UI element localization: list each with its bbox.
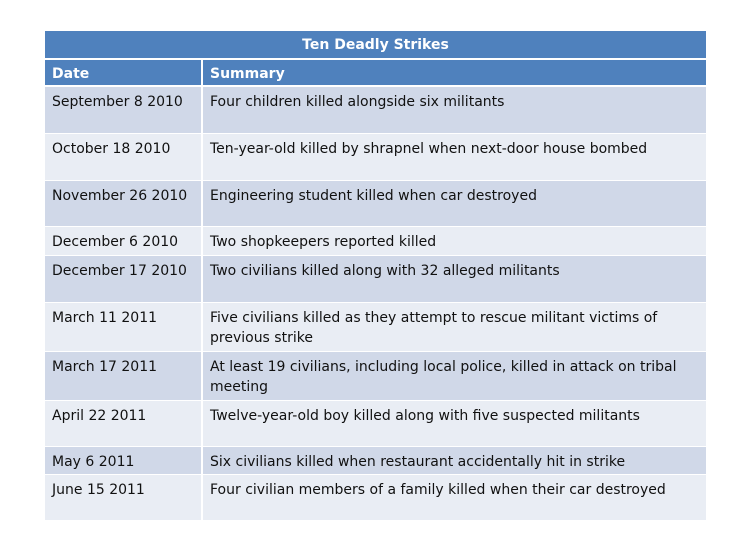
table-row <box>45 401 706 447</box>
row-date: April 22 2011 <box>45 401 203 446</box>
table-row <box>45 303 706 352</box>
table-row <box>45 475 706 521</box>
row-date: March 11 2011 <box>45 303 203 351</box>
row-summary: Four children killed alongside six militants <box>210 94 505 110</box>
table-header-row <box>45 60 706 87</box>
row-date: October 18 2010 <box>45 134 203 180</box>
table-row <box>45 181 706 227</box>
table-row <box>45 134 706 181</box>
row-summary: Engineering student killed when car destroyed <box>210 188 537 204</box>
row-summary: Five civilians killed as they attempt to rescue militant victims of previous strike <box>210 310 658 346</box>
row-summary: Two shopkeepers reported killed <box>210 234 437 250</box>
table-row <box>45 447 706 475</box>
strikes-table <box>45 31 706 521</box>
table-row <box>45 227 706 256</box>
row-date: December 17 2010 <box>45 256 203 302</box>
row-summary: Twelve-year-old boy killed along with five suspected militants <box>210 408 640 424</box>
table-row <box>45 352 706 401</box>
row-summary: At least 19 civilians, including local police, killed in attack on tribal meeting <box>210 359 677 395</box>
header-summary: Summary <box>210 66 285 82</box>
table-row <box>45 87 706 134</box>
row-summary: Six civilians killed when restaurant accidentally hit in strike <box>210 454 626 470</box>
row-date: December 6 2010 <box>45 227 203 255</box>
header-date: Date <box>45 60 203 85</box>
row-date: May 6 2011 <box>45 447 203 474</box>
table-row <box>45 256 706 303</box>
row-summary: Four civilian members of a family killed when their car destroyed <box>210 482 666 498</box>
row-date: June 15 2011 <box>45 475 203 520</box>
row-date: March 17 2011 <box>45 352 203 400</box>
row-date: September 8 2010 <box>45 87 203 133</box>
table-title: Ten Deadly Strikes <box>45 31 706 60</box>
row-summary: Two civilians killed along with 32 alleged militants <box>210 263 560 279</box>
row-summary: Ten-year-old killed by shrapnel when next-door house bombed <box>210 141 648 157</box>
row-date: November 26 2010 <box>45 181 203 226</box>
